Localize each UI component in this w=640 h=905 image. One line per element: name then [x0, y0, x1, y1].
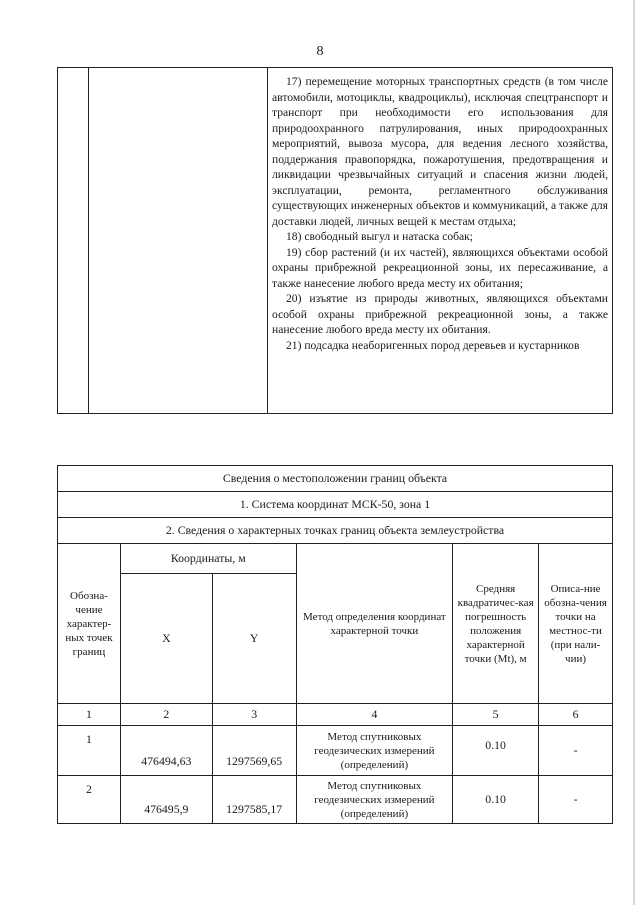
point-y: 1297585,17: [212, 776, 296, 824]
list-item: 20) изъятие из природы животных, являющихся объектами особой охраны прибрежной рекреационной зоны, а также нанесение любого вреда месту их обитания.: [272, 292, 608, 336]
table-row: [58, 726, 613, 776]
point-method: Метод спутниковых геодезических измерений (определений): [296, 776, 453, 824]
point-x: 476495,9: [120, 776, 212, 824]
column-divider: [88, 68, 89, 413]
col-point-header: Обозна-чение характер-ных точек границ: [58, 544, 121, 704]
boundary-points-table: [57, 465, 613, 824]
page-number: 8: [316, 44, 324, 59]
restrictions-table: [57, 67, 613, 414]
point-description: -: [539, 776, 613, 824]
list-item: 21) подсадка неаборигенных пород деревьев и кустарников: [286, 338, 580, 352]
table-row: [58, 776, 613, 824]
point-method: Метод спутниковых геодезических измерений (определений): [296, 726, 453, 776]
column-number: 2: [120, 704, 212, 726]
point-id: 1: [58, 726, 121, 776]
points-section-title: 2. Сведения о характерных точках границ объекта землеустройства: [58, 518, 613, 544]
col-x-header: X: [120, 574, 212, 704]
point-x: 476494,63: [120, 726, 212, 776]
column-number-row: [58, 704, 613, 726]
list-item: 18) свободный выгул и натаска собак;: [286, 230, 474, 243]
col-method-header: Метод определения координат характерной точки: [296, 544, 453, 704]
column-number: 4: [296, 704, 453, 726]
scan-edge: [633, 0, 635, 905]
point-accuracy: 0.10: [453, 776, 539, 824]
column-number: 1: [58, 704, 121, 726]
coordinate-system: 1. Система координат МСК-50, зона 1: [58, 492, 613, 518]
point-y: 1297569,65: [212, 726, 296, 776]
column-number: 5: [453, 704, 539, 726]
list-item: 17) перемещение моторных транспортных средств (в том числе автомобили, мотоциклы, квадроциклы), исключая спецтранспорт и транспорт при необходимости его использования для природоохранного патрулирования, иных природоохранных мероприятий, вывоза мусора, для ведения лесного хозяйства, поддержания правопорядка, пожаротушения, предотвращения и ликвидации чрезвычайных ситуаций и спасения жизни людей, эксплуатации, ремонта, регламентного обслуживания существующих инженерных объектов и коммуникаций, а также для доставки людей, личных вещей к местам отдыха;: [272, 75, 608, 228]
col-y-header: Y: [212, 574, 296, 704]
point-id: 2: [58, 776, 121, 824]
column-number: 3: [212, 704, 296, 726]
col-coords-header: Координаты, м: [120, 544, 296, 574]
table-title: Сведения о местоположении границ объекта: [58, 466, 613, 492]
point-accuracy: 0.10: [453, 726, 539, 776]
list-item: 19) сбор растений (и их частей), являющихся объектами особой охраны прибрежной рекреационной зоны, их пересаживание, а также нанесение любого вреда месту их обитания;: [272, 245, 608, 290]
col-accuracy-header: Средняя квадратичес-кая погрешность положения характерной точки (Mt), м: [453, 544, 539, 704]
column-number: 6: [539, 704, 613, 726]
col-description-header: Описа-ние обозна-чения точки на местнос-ти (при нали-чии): [539, 544, 613, 704]
restrictions-list: [272, 74, 608, 353]
point-description: -: [539, 726, 613, 776]
column-divider: [267, 68, 268, 413]
